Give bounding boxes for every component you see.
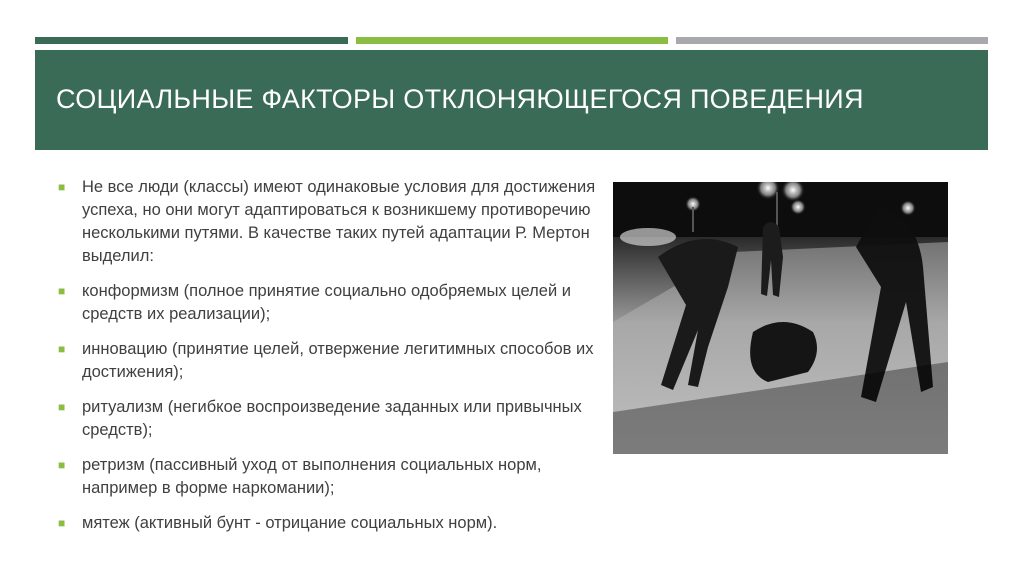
list-item <box>58 512 603 535</box>
street-fight-photo <box>613 182 948 454</box>
bullet-icon: ■ <box>58 342 66 356</box>
list-item <box>58 176 603 268</box>
list-item-text: ретризм (пассивный уход от выполнения социальных норм, например в форме наркомании); <box>82 456 542 497</box>
list-item-text: инновацию (принятие целей, отвержение легитимных способов их достижения); <box>82 340 594 381</box>
list-item <box>58 396 603 442</box>
accent-bar-dark-green <box>35 37 348 44</box>
accent-bar-light-green <box>356 37 668 44</box>
list-item-text: ритуализм (негибкое воспроизведение заданных или привычных средств); <box>82 398 582 439</box>
bullet-icon: ■ <box>58 516 66 530</box>
bullet-icon: ■ <box>58 400 66 414</box>
list-item-text: конформизм (полное принятие социально одобряемых целей и средств их реализации); <box>82 282 571 323</box>
bullet-icon: ■ <box>58 284 66 298</box>
bullet-icon: ■ <box>58 458 66 472</box>
accent-bar-gray <box>676 37 988 44</box>
list-item-text: мятеж (активный бунт - отрицание социальных норм). <box>82 514 498 532</box>
bullet-list <box>58 176 603 547</box>
list-item <box>58 280 603 326</box>
bullet-icon: ■ <box>58 180 66 194</box>
photo-illustration <box>613 182 948 454</box>
list-item <box>58 338 603 384</box>
slide-title: СОЦИАЛЬНЫЕ ФАКТОРЫ ОТКЛОНЯЮЩЕГОСЯ ПОВЕДЕНИЯ <box>56 84 864 114</box>
title-band <box>35 50 988 150</box>
list-item-text: Не все люди (классы) имеют одинаковые условия для достижения успеха, но они могут адаптироваться к возникшему противоречию несколькими путями. В качестве таких путей адаптации Р. Мертон выделил: <box>82 178 596 265</box>
list-item <box>58 454 603 500</box>
